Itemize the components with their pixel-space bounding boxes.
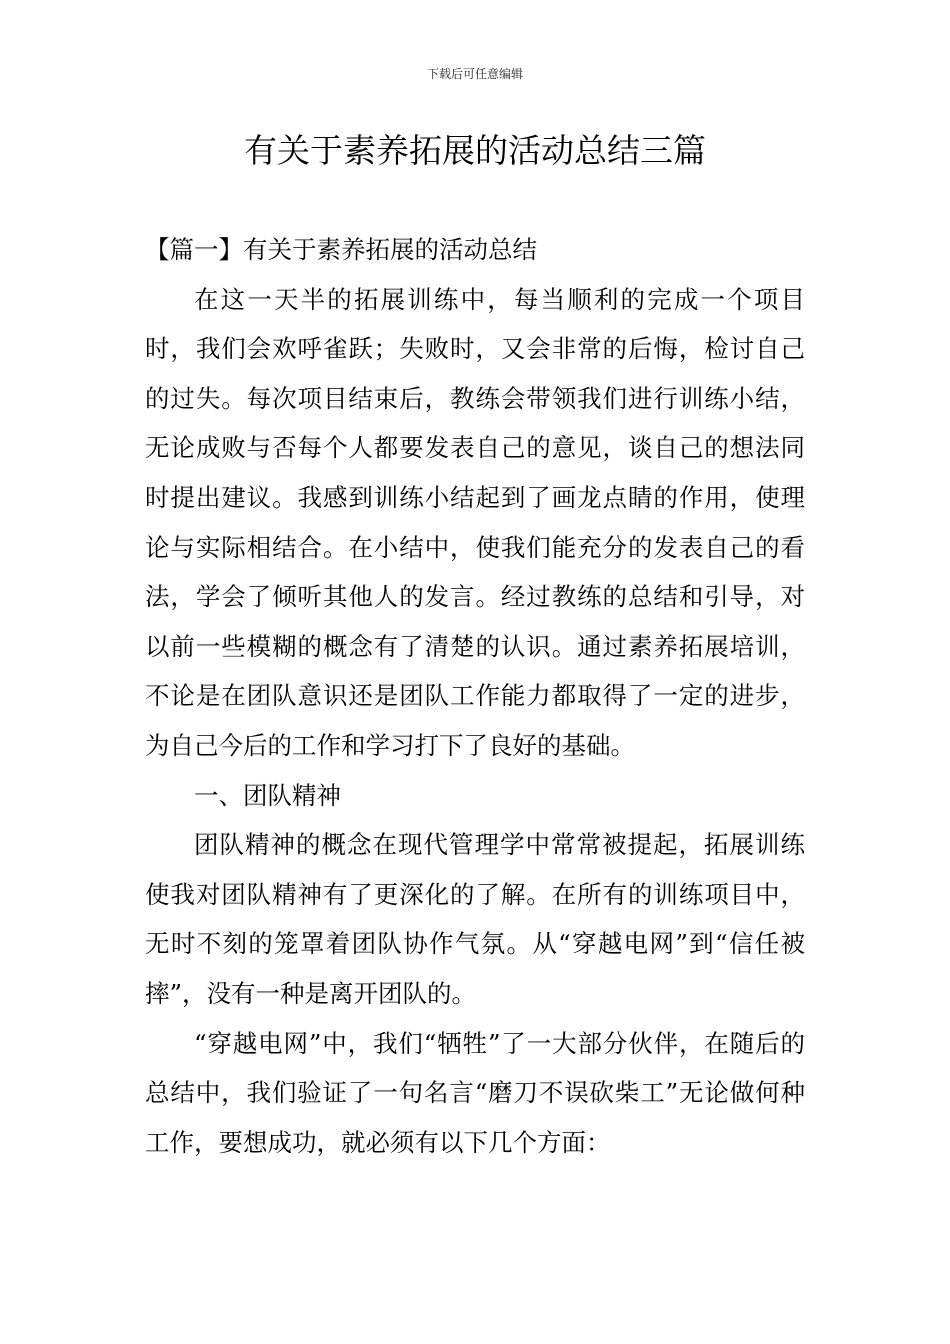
document-title: 有关于素养拓展的活动总结三篇 [244,131,706,170]
subheading-team-spirit: 一、团队精神 [194,780,341,810]
paragraph-team-spirit: 团队精神的概念在现代管理学中常常被提起，拓展训练使我对团队精神有了更深化的了解。在所有的训练项目中，无时不刻的笼罩着团队协作气氛。从“穿越电网”到“信任被摔”，没有一种是离开团队的。 [145,830,805,1008]
document-body [145,225,805,1167]
header-note: 下载后可任意编辑 [426,67,523,81]
paragraph-intro: 在这一天半的拓展训练中，每当顺利的完成一个项目时，我们会欢呼雀跃；失败时，又会非常的后悔，检讨自己的过失。每次项目结束后，教练会带领我们进行训练小结，无论成败与否每个人都要发表自己的意见，谈自己的想法同时提出建议。我感到训练小结起到了画龙点睛的作用，使理论与实际相结合。在小结中，使我们能充分的发表自己的看法，学会了倾听其他人的发言。经过教练的总结和引导，对以前一些模糊的概念有了清楚的认识。通过素养拓展培训，不论是在团队意识还是团队工作能力都取得了一定的进步，为自己今后的工作和学习打下了良好的基础。 [145,284,805,760]
paragraph-electric-net: “穿越电网”中，我们“牺牲”了一大部分伙伴，在随后的总结中，我们验证了一句名言“磨刀不误砍柴工”无论做何种工作，要想成功，就必须有以下几个方面： [145,1028,805,1157]
section-label: 【篇一】有关于素养拓展的活动总结 [145,235,537,264]
